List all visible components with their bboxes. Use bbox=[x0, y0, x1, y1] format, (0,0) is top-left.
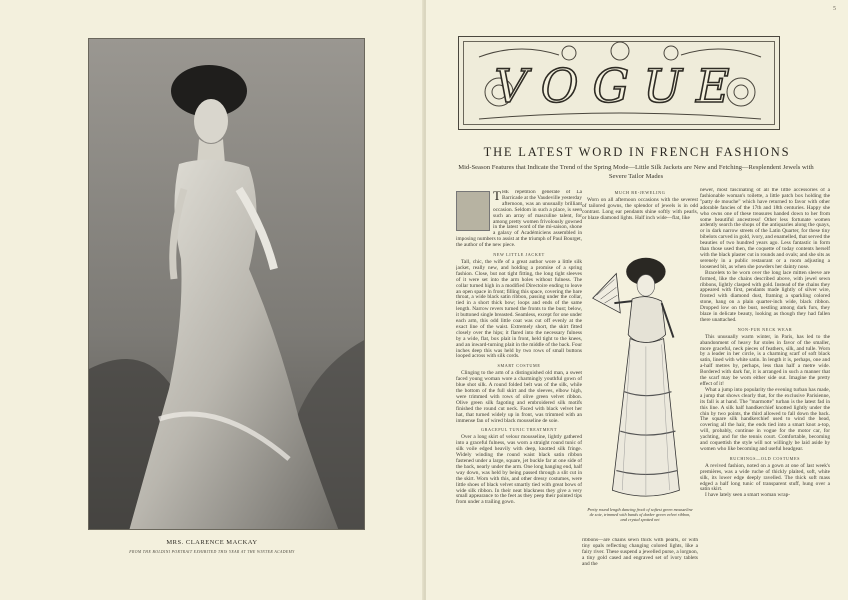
portrait-painting bbox=[88, 38, 365, 530]
section-heading: MUCH BE-JEWELING bbox=[614, 190, 666, 195]
paragraph: Bracelets to be worn over the long lace mitten sleeve are formed, like the chains described above, with jewel sewn ribbons, lightly clasped with gold. Instead of the chains they appeared with first, pendants made lightly of silver wire, frosted with diamond dust, framing a sparkling colored stone, hang on a plain quarter-inch wide, black ribbon. Dropped low on the bust, nestling among dark furs, they blaze in delicate beauty, looking as though they had fallen there unattached. bbox=[700, 269, 830, 323]
fashion-illustration bbox=[584, 244, 694, 505]
paragraph: Tall, chic, the wife of a great author wore a little silk jacket, really new, and holding a promise of a spring fashion. Close, but not tight fitting, the long tight sleeves of it were set into the arm holes without fulness. The collar turned high in a modified Directoire ending to leave an open space in front; filling this space, covering the bare throat, a wide black satin ribbon, passing under the collar, tied in a short thick bow; loops and ends of the same length. Narrow revers turned the fronts to the bust; below, it buttoned single breasted. Seamless, except for one under each arm, this odd little coat was cut off evenly at the exact line of the waist. Extremely short, the skirt fitted closely over the hips; it flared into the necessary fulness by a wide, flat, box plait in front, held tight to the knees, and an inward-turning plait in the middle of the back. Four inches deep this was held by two rows of small buttons looped across with silk cords. bbox=[456, 258, 582, 360]
article-headline: THE LATEST WORD IN FRENCH FASHIONS bbox=[483, 145, 791, 159]
right-page bbox=[426, 0, 848, 600]
article-column-2-bottom bbox=[582, 538, 698, 578]
section-heading: SMART COSTUME bbox=[497, 363, 541, 369]
page-number: 5 bbox=[833, 6, 836, 12]
section-heading: GRACEFUL TUNIC TREATMENT bbox=[481, 427, 557, 433]
paragraph: Worn on all afternoon occasions with the severest of tailored gowns, the splendor of jewels is in odd contrast. Long ear pendants shine softly with pearls, or blaze diamond lights. Half inch wide—flat, like bbox=[582, 196, 698, 221]
article-deck: Mid-Season Features that Indicate the Trend of the Spring Mode—Little Silk Jackets are New and Fetching—Resplendent Jewels with Severe Tailor Mades bbox=[458, 164, 814, 180]
paragraph: Over a long skirt of velour mousseline, lightly gathered into a graceful fulness, was worn a straight round tunic of silk voile edged heavily with deep, knotted silk fringe. Widely winding the round waist black satin ribbon fastened under a large, square, jet buckle far at one side of the back, nearly under the arm. One long hanging end, half way down, was held by being passed through a slit cut in the skirt. Worn with this, and other dressy costumes, were little shoes of black velvet smartly tied with great bows of wide silk ribbon. In their neat blackness they give a very small appearance to the feet as they peep their pointed tips from under a trailing gown. bbox=[456, 434, 582, 506]
paragraph: ribbons—are chains sewn thick with pearls, or with tiny opals reflecting changing colored lights, like a fairy river. These suspend a jewelled purse, a lorgnon, a tiny gold cased and engraved set of ivory tablets and the bbox=[582, 538, 698, 567]
portrait-image bbox=[89, 39, 365, 530]
article-column-2-top bbox=[582, 190, 698, 242]
paragraph: I have lately seen a smart woman wrap- bbox=[705, 492, 791, 499]
figure-caption: Pretty round length dancing frock of softest green mousseline de soie, trimmed with bands of darker green velvet ribbon, and crystal spotted net bbox=[587, 507, 693, 523]
masthead-logo: VOGUE bbox=[494, 59, 744, 113]
paragraph: This unusually warm winter, in Paris, has led to the abandonment of heavy fur stoles in favor of the smaller, more graceful, neck pieces of feathers, silk, and tulle. Worn by a leader in her circle, is a charming scarf of soft black satin, lined with white satin. In length it is, perhaps, one and a-half metres by, perhaps, less than half a metre wide. Bordered with dark fur, it is arranged in such a manner that the scarf may be worn either side out. Imagine the pretty effect of it! bbox=[700, 333, 830, 387]
portrait-subcaption: FROM THE BOLDINI PORTRAIT EXHIBITED THIS YEAR AT THE WINTER ACADEMY bbox=[129, 550, 295, 554]
section-heading: RUCHINGS—OLD COSTUMES bbox=[729, 455, 801, 461]
section-heading: NEW LITTLE JACKET bbox=[493, 252, 545, 258]
portrait-caption: MRS. CLARENCE MACKAY bbox=[166, 539, 258, 546]
paragraph: What a jump into popularity the evening turban has made, a jump that shows clearly that, for the exclusive Parisienne, its fall is at hand. The "marmotte" turban is the latest fad in this line. A silk half handkerchief knotted lightly under the chin by two points, the third allowed to fall down the back. The square silk handkerchief used to wind the head, covering all the hair, the ends tied into a smart knot a-top, will, probably, continue in vogue for the motor car, for yachting, and for the tennis court. Comfortable, becoming and coquettish the style will not willingly be laid aside by women who like becoming and useful headgear. bbox=[700, 386, 830, 452]
paragraph: A revived fashion, noted on a gown at one of last week's premières, was a wide ruche of thickly plaited, soft, white silk, its lower edge deeply ravelled. The thick soft mass edged a half long tunic of transparent stuff, hung over a satin skirt. bbox=[700, 462, 830, 493]
paragraph: Clinging to the arm of a distinguished old man, a sweet faced young woman wore a charmingly youthful gown of blue shot silk. A round folded belt was of the silk, while the bottom of the full skirt and the sleeves, elbow high, were trimmed with rows of olive green velvet ribbon. Olive green silk fagoting and embroidered silk motifs finished the round cut neck. Faced with black velvet her hat, that turned widely up in front, was trimmed with an immense fan of wired black mousseline de soie. bbox=[456, 370, 582, 424]
vogue-masthead bbox=[458, 36, 780, 130]
vignette-image bbox=[456, 191, 490, 231]
article-column-3 bbox=[700, 188, 830, 598]
article-column-1 bbox=[456, 190, 582, 598]
drop-cap: T bbox=[493, 190, 501, 203]
section-heading: NON-FUR NECK WEAR bbox=[737, 326, 793, 332]
paragraph: newer, most fascinating of all the little accessories of a fashionable woman's toilette, a little patch box holding the "patty de mouche" which have returned to favor with other adorable fancies of the 17th and 18th centuries. Happy she who owns one of these treasures handed down to her from some beautiful ancestress! Other less fortunate women ardently search the shops of the antiquaries along the quays, or in dark narrow streets of the Latin Quarter, for these tiny bibelots carved in gold, ivory, and enamelled, that served the beauties of two hundred years ago. Less fantastic in form than those used then, the coquette of today contents herself with the black plaster cut in rounds and ovals; and she sits as serenely in a public restaurant or a room adjusting a loosened bit, as when she powders her dainty nose. bbox=[700, 188, 830, 270]
intro-paragraph: HE répétition générale of La Barricade at the Vaudeville yesterday afternoon, was an unusually brilliant occasion. Seldom in such a place, is seen such an array of masculine talent, for among pretty women frivolously gowned in the latest word of the mi-saison, shone a galaxy of Académiciens assembled in imposing numbers to assist at the triumph of Paul Bourget, the author of the new piece. bbox=[456, 190, 582, 249]
